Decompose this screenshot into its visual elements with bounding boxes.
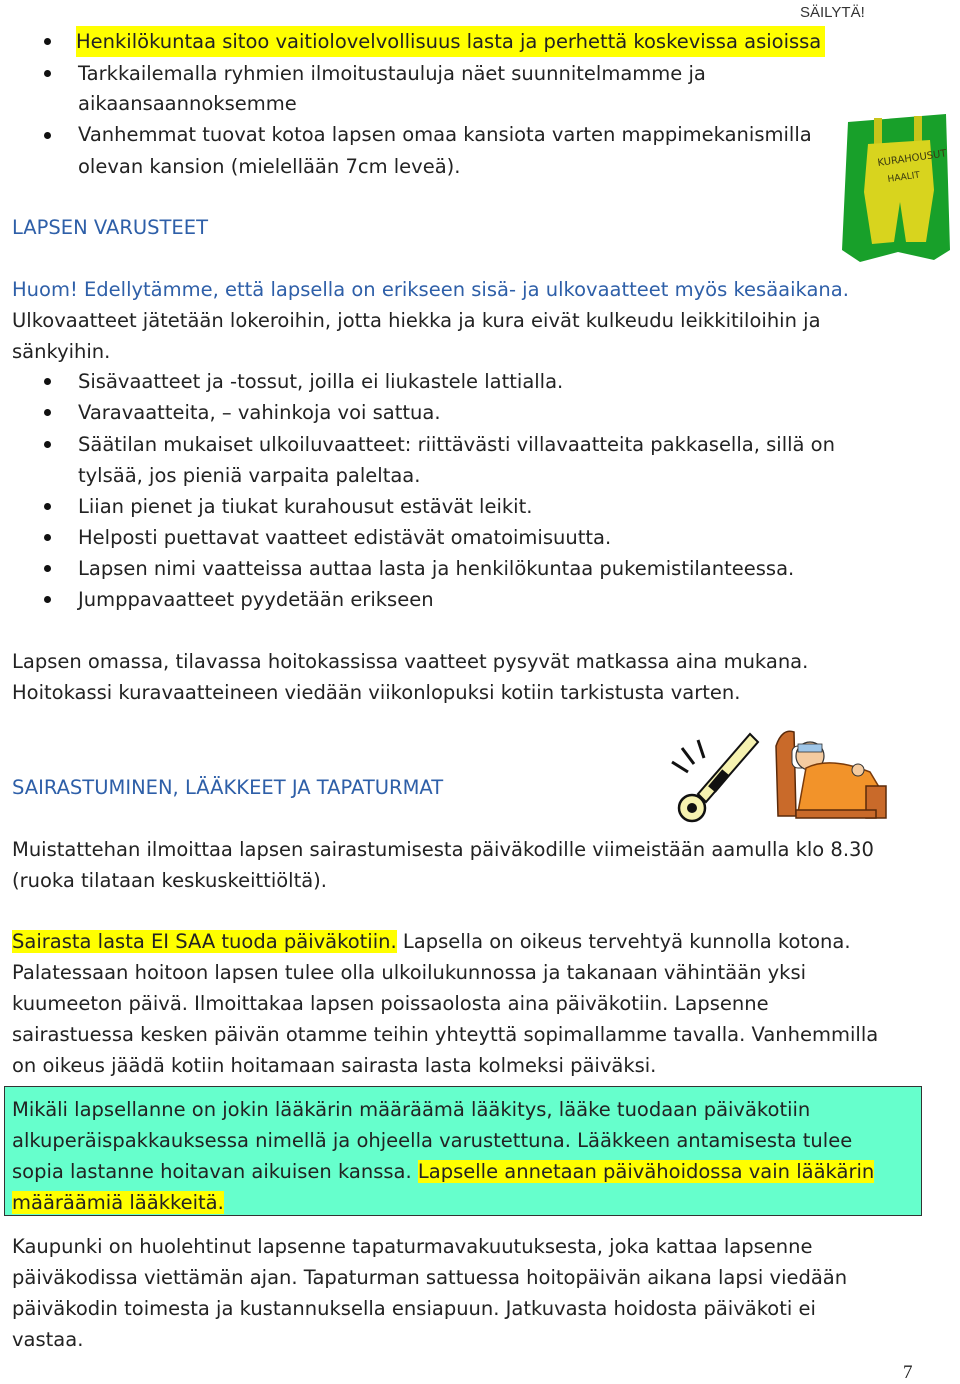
page-number: 7 <box>903 1362 913 1383</box>
medicine-highlight: määräämiä lääkkeitä. <box>12 1191 224 1214</box>
care-bag-text: Lapsen omassa, tilavassa hoitokassissa vaatteet pysyvät matkassa aina mukana. <box>12 650 809 673</box>
bullet-dot <box>44 70 51 77</box>
confidentiality-text: Henkilökuntaa sitoo vaitiolovelvollisuus lasta ja perhettä koskevissa asioissa <box>76 26 825 57</box>
medicine-text: Mikäli lapsellanne on jokin lääkärin määräämä lääkitys, lääke tuodaan päiväkotiin <box>12 1098 811 1121</box>
sick-child-illustration <box>770 726 890 822</box>
intro-bullet-text: Tarkkailemalla ryhmien ilmoitustauluja näet suunnitelmamme ja <box>78 62 706 85</box>
insurance-text: päiväkodissa viettämän ajan. Tapaturman sattuessa hoitopäivän aikana lapsi viedään <box>12 1266 848 1289</box>
clothing-bullet-text: Lapsen nimi vaatteissa auttaa lasta ja henkilökuntaa pukemistilanteessa. <box>78 557 795 580</box>
bullet-dot <box>44 565 51 572</box>
medicine-text <box>12 1156 874 1187</box>
clothing-bullet-text: Sisävaatteet ja -tossut, joilla ei liukastele lattialla. <box>78 370 564 393</box>
sick-child-text: sairastuessa kesken päivän otamme teihin yhteyttä sopimallamme tavalla. Vanhemmilla <box>12 1023 879 1046</box>
clothing-bullet-text: Varavaatteita, – vahinkoja voi sattua. <box>78 401 441 424</box>
bullet-dot <box>44 441 51 448</box>
bullet-dot <box>44 534 51 541</box>
medicine-highlight: Lapselle annetaan päivähoidossa vain lääkärin <box>417 1160 875 1183</box>
rain-pants-illustration <box>838 110 956 262</box>
pants-label-1: KURAHOUSUT <box>876 148 948 169</box>
insurance-text: vastaa. <box>12 1328 84 1351</box>
intro-bullet-text: aikaansaannoksemme <box>78 92 297 115</box>
sick-child-text: on oikeus jäädä kotiin hoitamaan sairasta lasta kolmeksi päiväksi. <box>12 1054 657 1077</box>
bullet-dot <box>44 503 51 510</box>
clothing-bullet-text: Liian pienet ja tiukat kurahousut estävät leikit. <box>78 495 533 518</box>
care-bag-text: Hoitokassi kuravaatteineen viedään viikonlopuksi kotiin tarkistusta varten. <box>12 681 741 704</box>
section-heading-varusteet: LAPSEN VARUSTEET <box>12 216 208 239</box>
sick-child-rest: Lapsella on oikeus tervehtyä kunnolla kotona. <box>396 930 851 953</box>
pants-label-2: HAALIT <box>887 170 921 185</box>
notify-text: Muistattehan ilmoittaa lapsen sairastumisesta päiväkodille viimeistään aamulla klo 8.30 <box>12 838 874 861</box>
summer-clothes-note: Huom! Edellytämme, että lapsella on erikseen sisä- ja ulkovaatteet myös kesäaikana. <box>12 278 849 301</box>
bullet-dot <box>44 409 51 416</box>
intro-bullet-text: Vanhemmat tuovat kotoa lapsen omaa kansiota varten mappimekanismilla <box>78 123 812 146</box>
insurance-text: Kaupunki on huolehtinut lapsenne tapaturmavakuutuksesta, joka kattaa lapsenne <box>12 1235 813 1258</box>
save-label: SÄILYTÄ! <box>800 4 865 21</box>
sick-child-text: kuumeeton päivä. Ilmoittakaa lapsen poissaolosta aina päiväkotiin. Lapsenne <box>12 992 769 1015</box>
medicine-text: alkuperäispakkauksessa nimellä ja ohjeella varustettuna. Lääkkeen antamisesta tulee <box>12 1129 853 1152</box>
bullet-dot <box>44 132 51 139</box>
outdoor-clothes-note: sänkyihin. <box>12 340 111 363</box>
bullet-dot <box>44 38 51 45</box>
clothing-bullet-text: Säätilan mukaiset ulkoiluvaatteet: riittävästi villavaatteita pakkasella, sillä on <box>78 433 835 456</box>
intro-bullet-text: olevan kansion (mielellään 7cm leveä). <box>78 155 461 178</box>
insurance-text: päiväkodin toimesta ja kustannuksella ensiapuun. Jatkuvasta hoidosta päiväkoti ei <box>12 1297 816 1320</box>
medicine-text <box>12 1187 224 1218</box>
section-heading-sairastuminen: SAIRASTUMINEN, LÄÄKKEET JA TAPATURMAT <box>12 776 444 799</box>
notify-text: (ruoka tilataan keskuskeittiöltä). <box>12 869 327 892</box>
thermometer-icon <box>662 726 762 826</box>
bullet-dot <box>44 596 51 603</box>
clothing-bullet-text: tylsää, jos pieniä varpaita paleltaa. <box>78 464 421 487</box>
bullet-dot <box>44 378 51 385</box>
sick-child-text: Palatessaan hoitoon lapsen tulee olla ulkoilukunnossa ja takanaan vähintään yksi <box>12 961 807 984</box>
sick-child-text <box>12 926 851 957</box>
clothing-bullet-text: Jumppavaatteet pyydetään erikseen <box>78 588 434 611</box>
medicine-text-plain: sopia lastanne hoitavan aikuisen kanssa. <box>12 1160 418 1183</box>
sick-child-warning: Sairasta lasta EI SAA tuoda päiväkotiin. <box>12 930 397 953</box>
outdoor-clothes-note: Ulkovaatteet jätetään lokeroihin, jotta hiekka ja kura eivät kulkeudu leikkitiloihin ja <box>12 309 821 332</box>
clothing-bullet-text: Helposti puettavat vaatteet edistävät omatoimisuutta. <box>78 526 612 549</box>
